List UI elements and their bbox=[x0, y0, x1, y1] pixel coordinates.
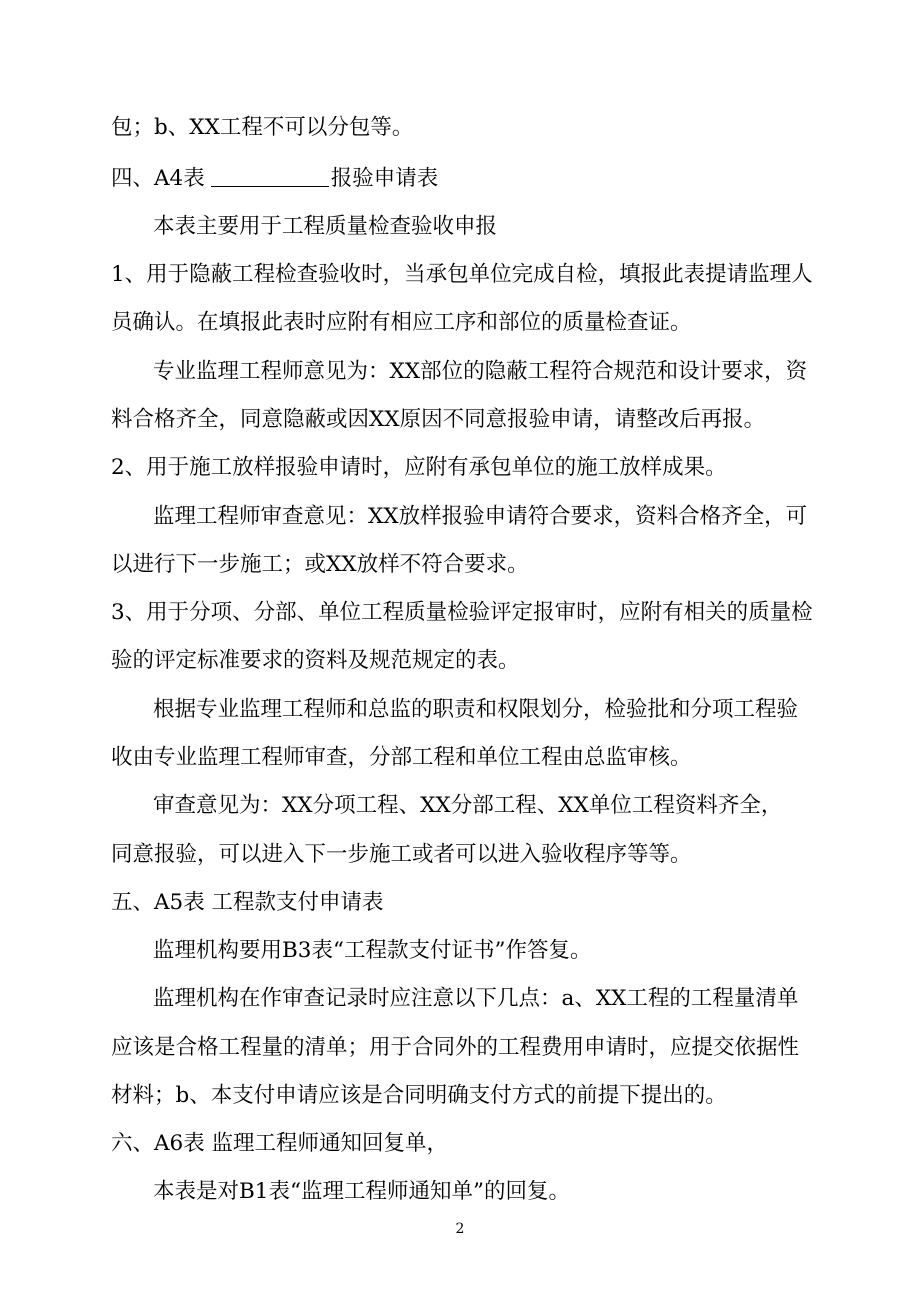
text-line: 3、用于分项、分部、单位工程质量检验评定报审时，应附有相关的质量检 bbox=[111, 600, 813, 625]
text-line: 审查意见为：XX分项工程、XX分部工程、XX单位工程资料齐全， bbox=[153, 793, 783, 818]
text-line: 本表主要用于工程质量检查验收申报 bbox=[153, 214, 498, 239]
text-line: 本表是对B1表“监理工程师通知单”的回复。 bbox=[153, 1179, 570, 1204]
text-line: 根据专业监理工程师和总监的职责和权限划分，检验批和分项工程验 bbox=[153, 697, 799, 722]
text-line: 2、用于施工放样报验申请时，应附有承包单位的施工放样成果。 bbox=[111, 455, 727, 480]
page-number: 2 bbox=[455, 1221, 465, 1237]
text-line: 验的评定标准要求的资料及规范规定的表。 bbox=[111, 648, 520, 673]
heading-prefix: 四、A4表 bbox=[111, 166, 205, 191]
heading-suffix: 报验申请表 bbox=[330, 166, 439, 191]
section-heading-a5: 五、A5表 工程款支付申请表 bbox=[111, 890, 384, 915]
text-line: 以进行下一步施工；或XX放样不符合要求。 bbox=[111, 552, 529, 577]
text-line: 料合格齐全，同意隐蔽或因XX原因不同意报验申请，请整改后再报。 bbox=[111, 407, 766, 432]
text-line: 应该是合格工程量的清单；用于合同外的工程费用申请时，应提交依据性 bbox=[111, 1035, 800, 1060]
text-line: 包；b、XX工程不可以分包等。 bbox=[111, 115, 414, 140]
text-line: 专业监理工程师意见为：XX部位的隐蔽工程符合规范和设计要求，资 bbox=[153, 359, 808, 384]
text-line: 收由专业监理工程师审查，分部工程和单位工程由总监审核。 bbox=[111, 745, 692, 770]
text-line: 监理机构要用B3表“工程款支付证书”作答复。 bbox=[153, 938, 592, 963]
section-heading-a4 bbox=[111, 164, 438, 194]
text-line: 监理机构在作审查记录时应注意以下几点：a、XX工程的工程量清单 bbox=[153, 986, 799, 1011]
blank-underline bbox=[211, 164, 329, 187]
text-line: 1、用于隐蔽工程检查验收时，当承包单位完成自检，填报此表提请监理人 bbox=[111, 262, 813, 287]
section-heading-a6: 六、A6表 监理工程师通知回复单， bbox=[111, 1131, 449, 1156]
text-line: 同意报验，可以进入下一步施工或者可以进入验收程序等等。 bbox=[111, 842, 692, 867]
text-line: 材料；b、本支付申请应该是合同明确支付方式的前提下提出的。 bbox=[111, 1083, 727, 1108]
text-line: 监理工程师审查意见：XX放样报验申请符合要求，资料合格齐全，可 bbox=[153, 504, 808, 529]
text-line: 员确认。在填报此表时应附有相应工序和部位的质量检查证。 bbox=[111, 310, 692, 335]
